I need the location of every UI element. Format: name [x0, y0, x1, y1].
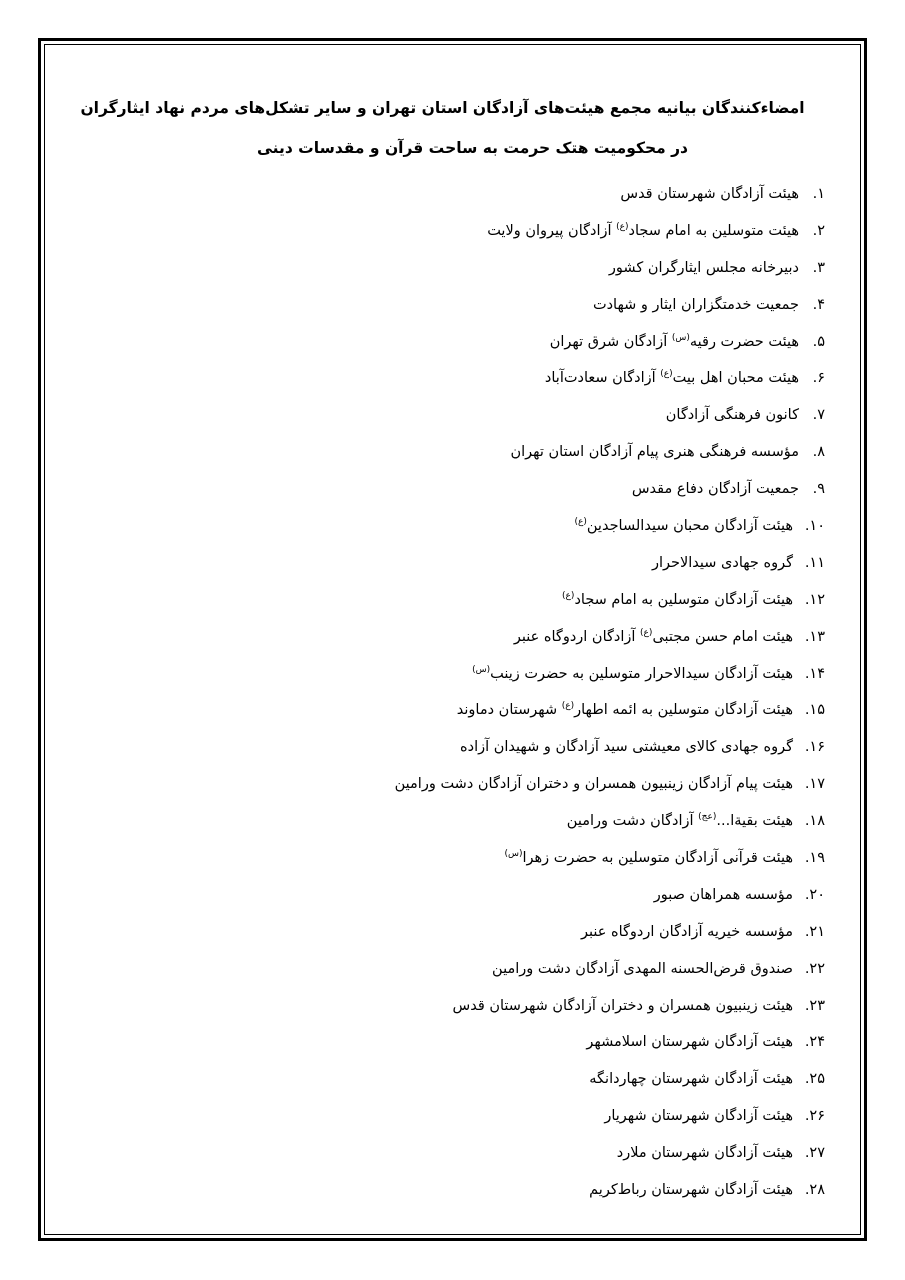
list-item: [60, 1061, 825, 1098]
item-text: گروه جهادی سیدالاحرار: [651, 554, 793, 571]
item-honorific: (س): [472, 664, 491, 675]
list-item: [60, 951, 825, 988]
list-item: [60, 250, 825, 287]
item-number: ۱۱.: [804, 554, 825, 571]
item-number: ۴.: [812, 296, 825, 313]
item-number: ۲۰.: [804, 886, 825, 903]
item-text: گروه جهادی کالای معیشتی سید آزادگان و شهیدان آزاده: [460, 739, 793, 756]
item-number: ۱.: [812, 186, 825, 202]
list-item: [60, 360, 825, 397]
list-item: [60, 545, 825, 582]
list-item: [60, 914, 825, 951]
item-text: صندوق قرض‌الحسنه المهدی آزادگان دشت ورامین: [492, 960, 793, 977]
item-number: ۲۱.: [804, 923, 825, 940]
item-number: ۲۴.: [804, 1034, 825, 1051]
list-item: [60, 434, 825, 471]
item-number: ۸.: [812, 444, 825, 461]
list-item: [60, 803, 825, 840]
item-text: هیئت آزادگان شهرستان قدس: [620, 186, 799, 202]
item-text: هیئت آزادگان سیدالاحرار متوسلین به حضرت زینب: [490, 665, 793, 682]
item-number: ۲۸.: [804, 1182, 825, 1199]
item-text: جمعیت آزادگان دفاع مقدس: [631, 481, 799, 498]
list-item: [60, 582, 825, 619]
list-item: [60, 656, 825, 693]
item-text: هیئت پیام آزادگان زینبیون همسران و دختران آزادگان دشت ورامین: [394, 776, 793, 793]
item-text: هیئت امام حسن مجتبی: [652, 628, 793, 645]
list-item: [60, 508, 825, 545]
item-number: ۳.: [812, 259, 825, 276]
list-item: [60, 988, 825, 1025]
item-number: ۱۶.: [804, 739, 825, 756]
item-text: هیئت حضرت رقیه: [689, 333, 799, 350]
item-text: هیئت آزادگان شهرستان رباط‌کریم: [589, 1182, 793, 1199]
item-number: ۹.: [812, 481, 825, 498]
item-honorific: (ع): [660, 369, 673, 380]
item-honorific: (س): [671, 332, 690, 343]
item-number: ۱۰.: [804, 518, 825, 535]
item-number: ۱۸.: [804, 813, 825, 830]
item-number: ۱۹.: [804, 850, 825, 867]
item-number: ۷.: [812, 407, 825, 424]
item-text: هیئت قرآنی آزادگان متوسلین به حضرت زهرا: [522, 850, 793, 867]
document-title-line-2: در محکومیت هتک حرمت به ساحت قرآن و مقدسات دینی: [257, 139, 688, 157]
item-number: ۲۳.: [804, 997, 825, 1014]
document-title-line-1: امضاءکنندگان بیانیه مجمع هیئت‌های آزادگان استان تهران و سایر تشکل‌های مردم نهاد ایثارگران: [80, 99, 805, 117]
list-item: [60, 840, 825, 877]
list-item: [60, 1024, 825, 1061]
item-text: جمعیت خدمتگزاران ایثار و شهادت: [592, 296, 799, 313]
document-body: [60, 88, 825, 1209]
item-honorific: (ع): [561, 701, 575, 712]
item-number: ۵.: [812, 333, 825, 350]
item-text: دبیرخانه مجلس ایثارگران کشور: [608, 259, 799, 276]
list-item: [60, 287, 825, 324]
item-text: هیئت متوسلین به امام سجاد: [628, 222, 799, 239]
item-text: هیئت محبان اهل بیت: [672, 370, 799, 387]
signatory-list: [60, 176, 825, 1209]
item-text: مؤسسه همراهان صبور: [653, 886, 793, 903]
item-text: هیئت آزادگان شهرستان ملارد: [616, 1145, 793, 1162]
list-item: [60, 471, 825, 508]
list-item: [60, 213, 825, 250]
item-text: هیئت آزادگان شهرستان شهریار: [604, 1108, 793, 1125]
item-text: مؤسسه فرهنگی هنری پیام آزادگان استان تهران: [510, 444, 799, 461]
item-text-after: شهرستان دماوند: [456, 702, 562, 719]
item-number: ۶.: [812, 370, 825, 387]
item-text-after: آزادگان پیروان ولایت: [487, 222, 617, 239]
item-text: هیئت آزادگان متوسلین به ائمه اطهار: [574, 702, 793, 719]
list-item: [60, 176, 825, 213]
item-number: ۲۲.: [804, 960, 825, 977]
item-number: ۲۵.: [804, 1071, 825, 1088]
item-text: مؤسسه خیریه آزادگان اردوگاه عنبر: [581, 923, 793, 940]
item-honorific: (ع): [574, 517, 587, 528]
list-item: [60, 766, 825, 803]
item-text-after: آزادگان سعادت‌آباد: [544, 370, 661, 387]
item-text: هیئت زینبیون همسران و دختران آزادگان شهرستان قدس: [452, 997, 793, 1014]
list-item: [60, 877, 825, 914]
list-item: [60, 692, 825, 729]
list-item: [60, 324, 825, 361]
item-text: هیئت آزادگان متوسلین به امام سجاد: [574, 591, 793, 608]
item-text-after: آزادگان اردوگاه عنبر: [513, 628, 641, 645]
item-honorific: (ع): [562, 590, 575, 601]
item-number: ۱۳.: [804, 628, 825, 645]
item-honorific: (ع): [616, 222, 629, 233]
list-item: [60, 397, 825, 434]
item-text-after: آزادگان دشت ورامین: [566, 813, 699, 830]
item-number: ۲.: [812, 222, 825, 239]
item-number: ۱۲.: [804, 591, 825, 608]
item-text-after: آزادگان شرق تهران: [549, 333, 672, 350]
list-item: [60, 1172, 825, 1209]
list-item: [60, 729, 825, 766]
item-text: هیئت بقیةا...: [716, 813, 793, 830]
list-item: [60, 619, 825, 656]
item-text: هیئت آزادگان شهرستان اسلامشهر: [586, 1034, 793, 1051]
item-number: ۱۴.: [804, 665, 825, 682]
item-text: هیئت آزادگان محبان سیدالساجدین: [586, 518, 793, 535]
item-text: هیئت آزادگان شهرستان چهاردانگه: [589, 1071, 793, 1088]
item-number: ۲۷.: [804, 1145, 825, 1162]
list-item: [60, 1098, 825, 1135]
item-honorific: (ع): [640, 627, 653, 638]
item-honorific: (عج): [698, 812, 717, 823]
item-number: ۱۵.: [804, 702, 825, 719]
item-text: کانون فرهنگی آزادگان: [665, 407, 799, 424]
item-number: ۱۷.: [804, 776, 825, 793]
list-item: [60, 1135, 825, 1172]
item-honorific: (س): [504, 849, 523, 860]
item-number: ۲۶.: [804, 1108, 825, 1125]
